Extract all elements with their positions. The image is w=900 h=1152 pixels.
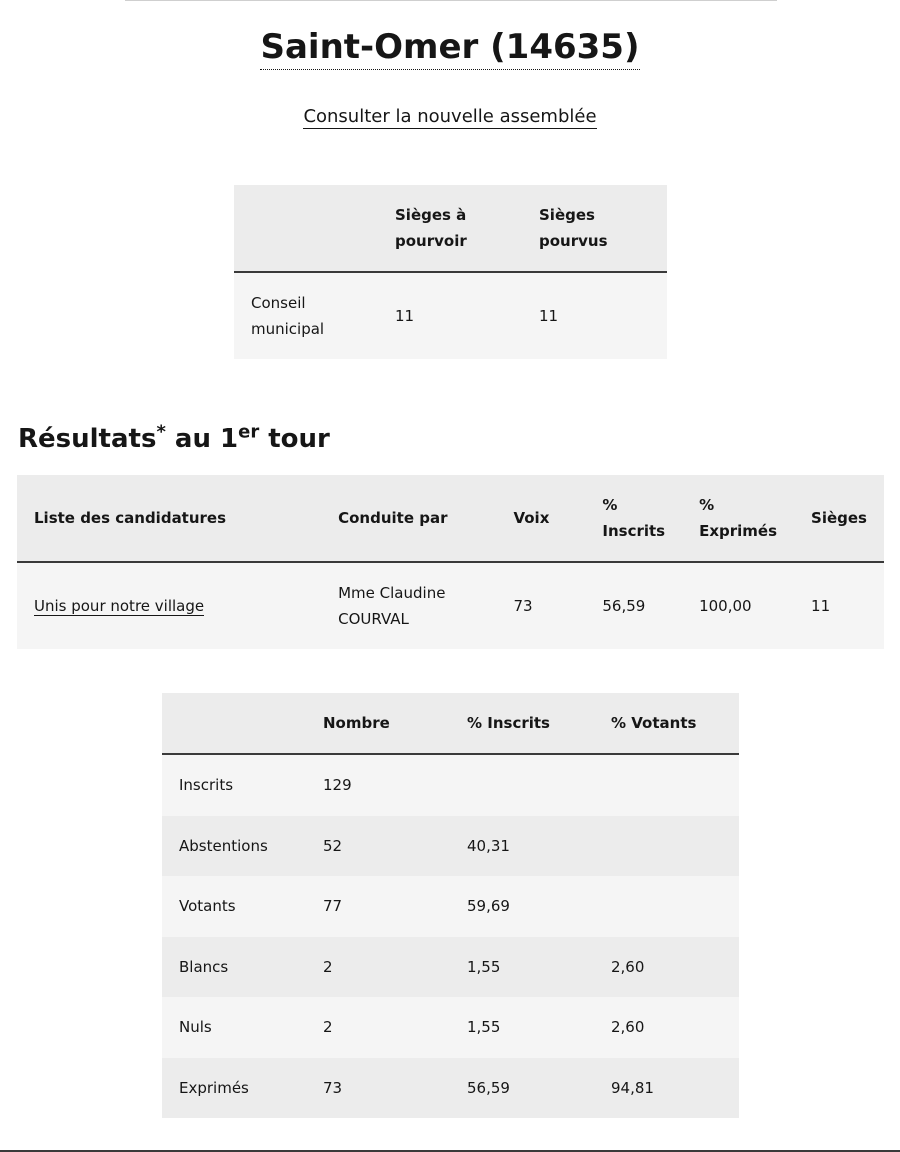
table-row xyxy=(162,1058,739,1119)
results-seats-cell: 11 xyxy=(794,562,884,649)
participation-table xyxy=(162,693,739,1118)
seats-header-filled: Sièges pourvus xyxy=(522,185,667,272)
results-header-row xyxy=(17,475,884,562)
stats-label-cell: Inscrits xyxy=(162,754,306,816)
stats-number-cell: 52 xyxy=(306,816,450,877)
results-heading-end: tour xyxy=(259,424,330,454)
results-leader-cell: Mme Claudine COURVAL xyxy=(321,562,496,649)
stats-header-empty xyxy=(162,693,306,754)
page-title xyxy=(0,24,900,70)
stats-header-pct-voters: % Votants xyxy=(594,693,739,754)
table-row xyxy=(162,816,739,877)
stats-number-cell: 2 xyxy=(306,937,450,998)
stats-number-cell: 2 xyxy=(306,997,450,1058)
stats-pct-registered-cell: 1,55 xyxy=(450,937,594,998)
seats-to-fill-value: 11 xyxy=(378,272,522,359)
stats-pct-registered-cell: 59,69 xyxy=(450,876,594,937)
results-pct-expressed-cell: 100,00 xyxy=(682,562,794,649)
table-row xyxy=(17,562,884,649)
results-heading xyxy=(18,420,330,458)
table-row xyxy=(162,876,739,937)
stats-label-cell: Nuls xyxy=(162,997,306,1058)
stats-header-pct-registered: % Inscrits xyxy=(450,693,594,754)
stats-pct-voters-cell: 2,60 xyxy=(594,937,739,998)
stats-pct-registered-cell: 56,59 xyxy=(450,1058,594,1119)
table-row xyxy=(162,754,739,816)
seats-header-to-fill: Sièges à pourvoir xyxy=(378,185,522,272)
seats-row-label: Conseil municipal xyxy=(234,272,378,359)
seats-table xyxy=(234,185,667,359)
stats-pct-voters-cell: 94,81 xyxy=(594,1058,739,1119)
candidate-list-link[interactable]: Unis pour notre village xyxy=(34,597,205,615)
results-heading-main: Résultats xyxy=(18,424,157,454)
results-header-leader: Conduite par xyxy=(321,475,496,562)
stats-label-cell: Abstentions xyxy=(162,816,306,877)
stats-header-number: Nombre xyxy=(306,693,450,754)
results-heading-round: au 1 xyxy=(165,424,239,454)
results-pct-registered-cell: 56,59 xyxy=(585,562,682,649)
top-divider xyxy=(125,0,777,1)
results-heading-asterisk: * xyxy=(156,421,166,443)
stats-pct-registered-cell: 40,31 xyxy=(450,816,594,877)
stats-pct-registered-cell: 1,55 xyxy=(450,997,594,1058)
stats-label-cell: Votants xyxy=(162,876,306,937)
results-table xyxy=(17,475,884,649)
stats-pct-registered-cell xyxy=(450,754,594,816)
results-header-seats: Sièges xyxy=(794,475,884,562)
stats-pct-voters-cell xyxy=(594,876,739,937)
seats-row xyxy=(234,272,667,359)
page-title-text: Saint-Omer (14635) xyxy=(260,27,639,70)
stats-number-cell: 73 xyxy=(306,1058,450,1119)
table-row xyxy=(162,937,739,998)
results-list-cell xyxy=(17,562,321,649)
seats-header-empty xyxy=(234,185,378,272)
stats-pct-voters-cell xyxy=(594,754,739,816)
results-header-list: Liste des candidatures xyxy=(17,475,321,562)
stats-number-cell: 77 xyxy=(306,876,450,937)
assembly-link-container xyxy=(0,106,900,127)
results-header-votes: Voix xyxy=(496,475,585,562)
results-heading-ordinal: er xyxy=(238,421,260,443)
stats-header-row xyxy=(162,693,739,754)
stats-label-cell: Exprimés xyxy=(162,1058,306,1119)
stats-pct-voters-cell: 2,60 xyxy=(594,997,739,1058)
table-row xyxy=(162,997,739,1058)
results-header-pct-registered: % Inscrits xyxy=(585,475,682,562)
stats-label-cell: Blancs xyxy=(162,937,306,998)
seats-header-row xyxy=(234,185,667,272)
seats-filled-value: 11 xyxy=(522,272,667,359)
stats-pct-voters-cell xyxy=(594,816,739,877)
new-assembly-link[interactable]: Consulter la nouvelle assemblée xyxy=(303,106,597,127)
stats-number-cell: 129 xyxy=(306,754,450,816)
results-header-pct-expressed: % Exprimés xyxy=(682,475,794,562)
results-votes-cell: 73 xyxy=(496,562,585,649)
